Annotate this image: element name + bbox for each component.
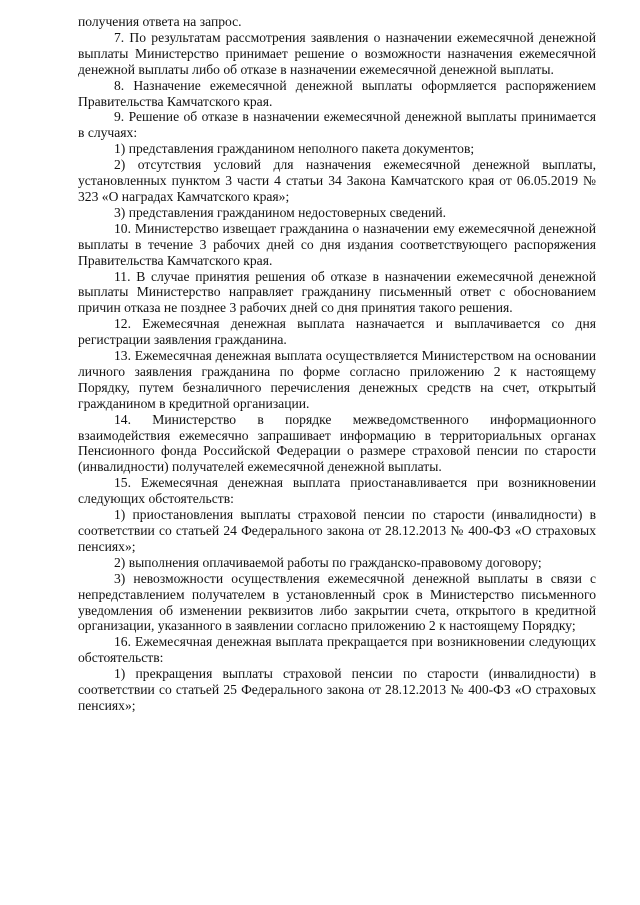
paragraph-9-item-2: 2) отсутствия условий для назначения ежемесячной денежной выплаты, установленных пунктом 3 части 4 статьи 34 Закона Камчатского края от 06.05.2019 № 323 «О наградах Камчатского края»; <box>78 157 596 204</box>
paragraph-12: 12. Ежемесячная денежная выплата назначается и выплачивается со дня регистрации заявления гражданина. <box>78 316 596 348</box>
paragraph-9-item-1: 1) представления гражданином неполного пакета документов; <box>114 141 475 157</box>
paragraph-continuation: получения ответа на запрос. <box>78 14 242 29</box>
paragraph-8: 8. Назначение ежемесячной денежной выплаты оформляется распоряжением Правительства Камчатского края. <box>78 77 596 109</box>
paragraph-15-item-2: 2) выполнения оплачиваемой работы по гражданско-правовому договору; <box>114 554 542 570</box>
paragraph-16-item-1: 1) прекращения выплаты страховой пенсии по старости (инвалидности) в соответствии со статьей 25 Федерального закона от 28.12.2013 № 400-ФЗ «О страховых пенсиях»; <box>78 666 596 713</box>
paragraph-11: 11. В случае принятия решения об отказе в назначении ежемесячной денежной выплаты Министерство направляет гражданину письменный ответ с обоснованием причин отказа не позднее 3 рабочих дней со дня принятия такого решения. <box>78 268 596 316</box>
paragraph-7: 7. По результатам рассмотрения заявления о назначении ежемесячной денежной выплаты Министерство принимает решение о возможности назначения ежемесячной денежной выплаты либо об отказе в назначении ежемесячной денежной выплаты. <box>78 29 596 77</box>
paragraph-9: 9. Решение об отказе в назначении ежемесячной денежной выплаты принимается в случаях: <box>78 109 596 141</box>
paragraph-13: 13. Ежемесячная денежная выплата осуществляется Министерством на основании личного заявления гражданина по форме согласно приложению 2 к настоящему Порядку, путем безналичного перечисления денежных средств на счет, открытый гражданином в кредитной организации. <box>78 348 596 411</box>
document-page <box>78 14 596 714</box>
paragraph-10: 10. Министерство извещает гражданина о назначении ему ежемесячной денежной выплаты в течение 3 рабочих дней со дня издания соответствующего распоряжения Правительства Камчатского края. <box>78 220 596 268</box>
paragraph-14: 14. Министерство в порядке межведомственного информационного взаимодействия ежемесячно запрашивает информацию в территориальных органах Пенсионного фонда Российской Федерации о размере страховой пенсии по старости (инвалидности) получателей ежемесячной денежной выплаты. <box>78 411 596 475</box>
paragraph-15: 15. Ежемесячная денежная выплата приостанавливается при возникновении следующих обстоятельств: <box>78 475 596 507</box>
paragraph-15-item-3: 3) невозможности осуществления ежемесячной денежной выплаты в связи с непредставлением получателем в установленный срок в Министерство письменного уведомления об изменении реквизитов либо закрытии счета, открытого в кредитной организации, указанного в заявлении согласно приложению 2 к настоящему Порядку; <box>78 570 596 634</box>
paragraph-16: 16. Ежемесячная денежная выплата прекращается при возникновении следующих обстоятельств: <box>78 634 596 666</box>
paragraph-15-item-1: 1) приостановления выплаты страховой пенсии по старости (инвалидности) в соответствии со статьей 24 Федерального закона от 28.12.2013 № 400-ФЗ «О страховых пенсиях»; <box>78 507 596 554</box>
paragraph-9-item-3: 3) представления гражданином недостоверных сведений. <box>114 204 447 220</box>
